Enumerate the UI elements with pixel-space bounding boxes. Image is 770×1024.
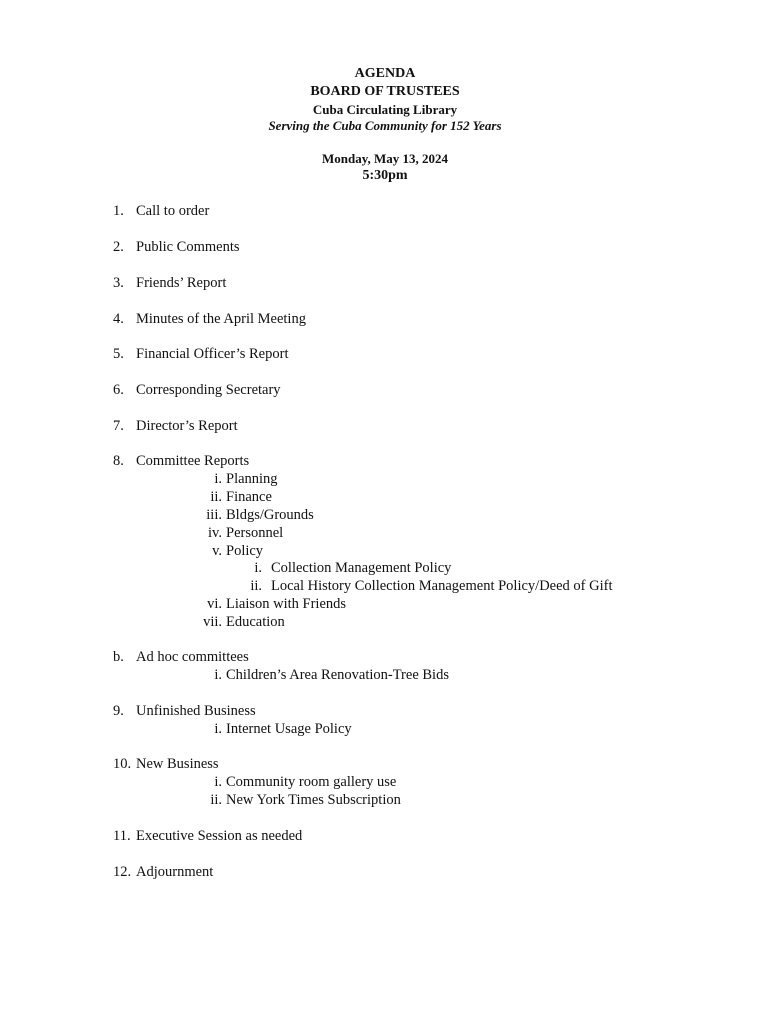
item-new-business: New Business bbox=[136, 756, 219, 772]
item-adjournment: Adjournment bbox=[136, 864, 214, 880]
sub-item-number: vi. bbox=[207, 596, 222, 612]
meeting-date: Monday, May 13, 2024 bbox=[321, 151, 449, 166]
item-number: 11. bbox=[113, 828, 131, 844]
sub-item-number: vii. bbox=[203, 614, 222, 630]
new-business-gallery-use: Community room gallery use bbox=[226, 774, 397, 790]
committee-personnel: Personnel bbox=[226, 525, 284, 541]
sub-item-number: ii. bbox=[210, 792, 222, 808]
committee-education: Education bbox=[226, 614, 285, 630]
committee-bldgs-grounds: Bldgs/Grounds bbox=[226, 507, 314, 523]
sub-sub-item-number: ii. bbox=[250, 578, 262, 594]
sub-item-number: i. bbox=[214, 667, 222, 683]
board-title: BOARD OF TRUSTEES bbox=[310, 84, 460, 99]
item-ad-hoc-committees: Ad hoc committees bbox=[136, 649, 249, 665]
sub-item-number: i. bbox=[214, 774, 222, 790]
item-number: 12. bbox=[113, 864, 132, 880]
item-number: 6. bbox=[113, 382, 124, 398]
item-corresponding-secretary: Corresponding Secretary bbox=[136, 382, 281, 398]
item-call-to-order: Call to order bbox=[136, 203, 210, 219]
agenda-title: AGENDA bbox=[354, 66, 416, 81]
policy-local-history: Local History Collection Management Policy/Deed of Gift bbox=[271, 578, 613, 594]
meeting-time: 5:30pm bbox=[362, 168, 408, 183]
item-number: 5. bbox=[113, 346, 124, 362]
sub-item-number: v. bbox=[212, 543, 222, 559]
item-directors-report: Director’s Report bbox=[136, 418, 238, 434]
library-name: Cuba Circulating Library bbox=[312, 102, 458, 117]
committee-liaison-friends: Liaison with Friends bbox=[226, 596, 347, 612]
item-number: 1. bbox=[113, 203, 124, 219]
item-number: 4. bbox=[113, 311, 124, 327]
item-number: 7. bbox=[113, 418, 124, 434]
committee-finance: Finance bbox=[226, 489, 272, 505]
item-executive-session: Executive Session as needed bbox=[136, 828, 303, 844]
item-friends-report: Friends’ Report bbox=[136, 275, 227, 291]
sub-item-number: iii. bbox=[206, 507, 222, 523]
library-tagline: Serving the Cuba Community for 152 Years bbox=[268, 118, 502, 133]
committee-policy: Policy bbox=[226, 543, 264, 559]
item-unfinished-business: Unfinished Business bbox=[136, 703, 256, 719]
item-minutes: Minutes of the April Meeting bbox=[136, 311, 306, 327]
unfinished-internet-usage: Internet Usage Policy bbox=[226, 721, 352, 737]
sub-item-number: iv. bbox=[208, 525, 222, 541]
policy-collection-management: Collection Management Policy bbox=[271, 560, 452, 576]
item-number: 10. bbox=[113, 756, 132, 772]
item-financial-report: Financial Officer’s Report bbox=[136, 346, 289, 362]
sub-item-number: i. bbox=[214, 471, 222, 487]
item-committee-reports: Committee Reports bbox=[136, 453, 250, 469]
new-business-nyt-subscription: New York Times Subscription bbox=[226, 792, 401, 808]
item-number: 3. bbox=[113, 275, 124, 291]
item-public-comments: Public Comments bbox=[136, 239, 240, 255]
sub-item-number: i. bbox=[214, 721, 222, 737]
item-number: 9. bbox=[113, 703, 124, 719]
item-number: 8. bbox=[113, 453, 124, 469]
item-number: b. bbox=[113, 649, 124, 665]
sub-sub-item-number: i. bbox=[254, 560, 262, 576]
adhoc-childrens-area: Children’s Area Renovation-Tree Bids bbox=[226, 667, 449, 683]
committee-planning: Planning bbox=[226, 471, 278, 487]
sub-item-number: ii. bbox=[210, 489, 222, 505]
item-number: 2. bbox=[113, 239, 124, 255]
